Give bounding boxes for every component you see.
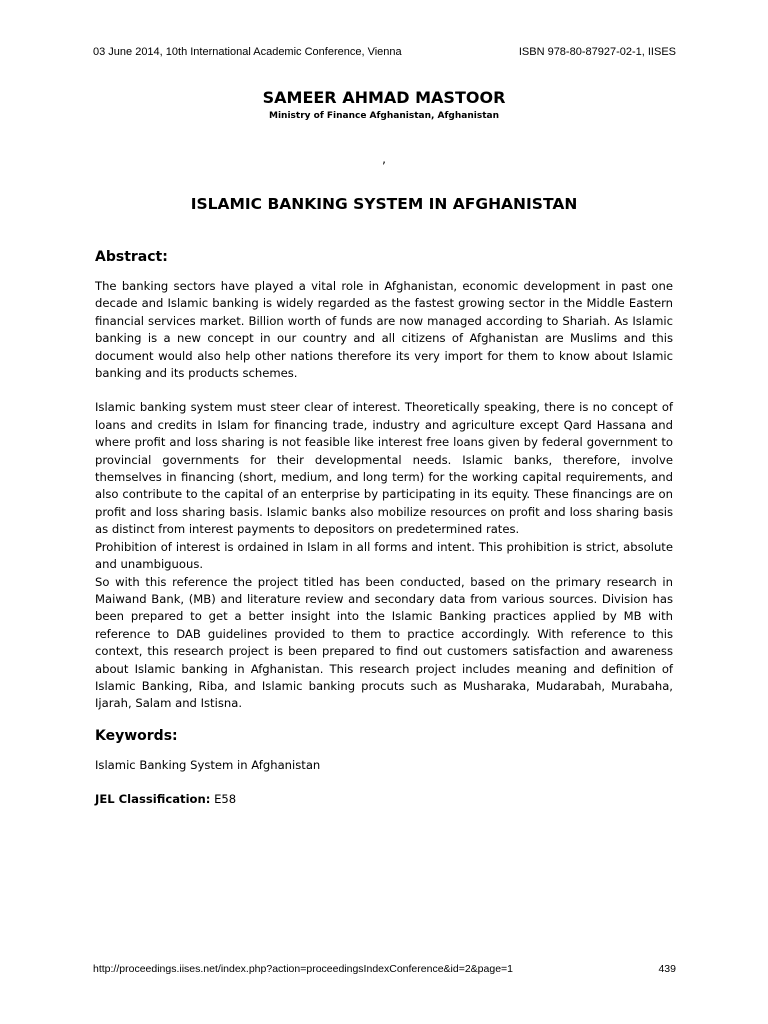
- separator-mark: ,: [382, 152, 386, 166]
- jel-label: JEL Classification:: [95, 792, 211, 807]
- author-name: SAMEER AHMAD MASTOOR: [262, 88, 506, 107]
- author-affiliation: Ministry of Finance Afghanistan, Afghanistan: [269, 111, 499, 121]
- keywords-heading: Keywords:: [95, 727, 178, 744]
- running-header-conference: 03 June 2014, 10th International Academic Conference, Vienna: [93, 46, 402, 58]
- paper-body: [95, 248, 673, 809]
- page-number: 439: [658, 963, 676, 975]
- abstract-paragraph-2: Islamic banking system must steer clear of interest. Theoretically speaking, there is no concept of loans and credits in Islam for financing trade, industry and agriculture except Qard Hassana and where profit and loss sharing is not feasible like interest free loans given by federal government to provincial governments for their developmental needs. Islamic banks, therefore, involve themselves in financing (short, medium, and long term) for the working capital requirements, and also contribute to the capital of an enterprise by participating in its equity. These financings are on profit and loss sharing basis. Islamic banks also mobilize resources on profit and loss sharing basis as distinct from interest payments to depositors on predetermined rates.: [95, 400, 673, 537]
- paper-title: ISLAMIC BANKING SYSTEM IN AFGHANISTAN: [190, 195, 578, 213]
- jel-value: E58: [214, 792, 237, 807]
- footer-url: http://proceedings.iises.net/index.php?action=proceedingsIndexConference&id=2&page=1: [93, 963, 514, 975]
- abstract-paragraph-4: So with this reference the project titled has been conducted, based on the primary research in Maiwand Bank, (MB) and literature review and secondary data from various sources. Division has been prepared to get a better insight into the Islamic Banking practices applied by MB with reference to DAB guidelines provided to them to practice accordingly. With reference to this context, this research project is been prepared to find out customers satisfaction and awareness about Islamic banking in Afghanistan. This research project includes meaning and definition of Islamic Banking, Riba, and Islamic banking procuts such as Musharaka, Mudarabah, Murabaha, Ijarah, Salam and Istisna.: [95, 574, 673, 711]
- running-header-isbn: ISBN 978-80-87927-02-1, IISES: [518, 46, 676, 58]
- keywords-text: Islamic Banking System in Afghanistan: [95, 757, 321, 772]
- abstract-paragraph-3: Prohibition of interest is ordained in Islam in all forms and intent. This prohibition is strict, absolute and unambiguous.: [95, 539, 673, 572]
- abstract-paragraph-1: The banking sectors have played a vital role in Afghanistan, economic development in past one decade and Islamic banking is widely regarded as the fastest growing sector in the Middle Eastern financial services market. Billion worth of funds are now managed according to Shariah. As Islamic banking is a new concept in our country and all citizens of Afghanistan are Muslims and this document would also help other nations therefore its very import for them to know about Islamic banking and its products schemes.: [95, 279, 673, 381]
- paragraph-gap: [95, 382, 673, 399]
- abstract-heading: Abstract:: [95, 249, 168, 265]
- jel-classification: [95, 791, 673, 808]
